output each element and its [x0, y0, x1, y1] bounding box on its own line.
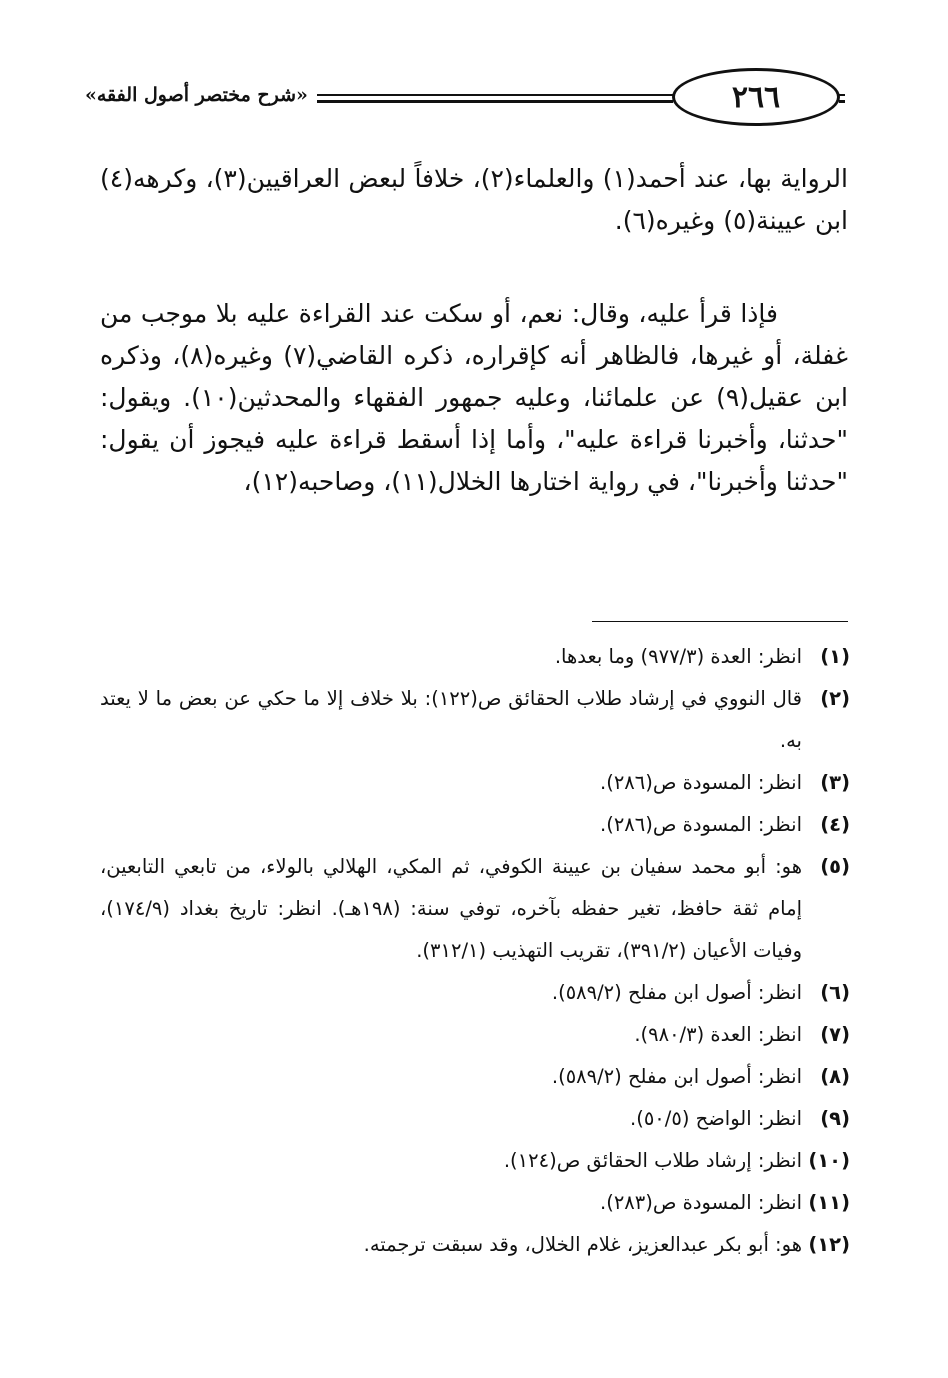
footnote-number: (١١) [808, 1191, 850, 1214]
paragraph-1: الرواية بها، عند أحمد(١) والعلماء(٢)، خلافاً لبعض العراقيين(٣)، وكرهه(٤) ابن عيينة(٥) وغيره(٦). [100, 164, 848, 235]
footnote-text: انظر: المسودة ص(٢٨٣). [600, 1191, 802, 1214]
footnote-item [100, 972, 850, 1014]
footnote-text: انظر: المسودة ص(٢٨٦). [600, 813, 802, 836]
footnote-number: (٥) [820, 855, 850, 878]
footnote-item [100, 1056, 850, 1098]
footnote-number: (١٠) [808, 1149, 850, 1172]
page-number: ٢٦٦ [672, 68, 840, 126]
footnote-item [100, 1182, 850, 1224]
page-header [85, 64, 845, 136]
footnote-separator [592, 621, 848, 622]
footnotes [100, 636, 850, 1266]
footnote-number: (٤) [820, 813, 850, 836]
footnote-item [100, 1098, 850, 1140]
footnote-text: قال النووي في إرشاد طلاب الحقائق ص(١٢٢): بلا خلاف إلا ما حكي عن بعض ما لا يعتد به. [100, 687, 802, 752]
footnote-item [100, 636, 850, 678]
footnote-number: (١٢) [808, 1233, 850, 1256]
book-title: «شرح مختصر أصول الفقه» [85, 84, 308, 106]
footnote-number: (٦) [820, 981, 850, 1004]
footnote-item [100, 846, 850, 972]
footnote-item [100, 1140, 850, 1182]
footnote-number: (٣) [820, 771, 850, 794]
footnote-text: انظر: إرشاد طلاب الحقائق ص(١٢٤). [503, 1149, 802, 1172]
header-rule-right-2 [839, 100, 845, 103]
footnote-text: انظر: المسودة ص(٢٨٦). [600, 771, 802, 794]
footnote-text: انظر: العدة (٩٧٧/٣) وما بعدها. [554, 645, 802, 668]
footnote-number: (٧) [820, 1023, 850, 1046]
footnote-text: هو: أبو محمد سفيان بن عيينة الكوفي، ثم المكي، الهلالي بالولاء، من تابعي التابعين، إمام ثقة حافظ، تغير حفظه بآخره، توفي سنة: (١٩٨هـ). انظر: تاريخ بغداد (١٧٤/٩)، وفيات الأعيان (٣٩١/٢)، تقريب التهذيب (٣١٢/١). [100, 855, 802, 962]
footnote-text: انظر: الواضح (٥٠/٥). [630, 1107, 802, 1130]
footnote-text: انظر: العدة (٩٨٠/٣). [634, 1023, 802, 1046]
footnote-number: (٢) [820, 687, 850, 710]
footnote-item [100, 1014, 850, 1056]
footnote-item [100, 1224, 850, 1266]
footnote-number: (٩) [820, 1107, 850, 1130]
footnote-text: انظر: أصول ابن مفلح (٥٨٩/٢). [551, 981, 802, 1004]
footnote-text: هو: أبو بكر عبدالعزيز، غلام الخلال، وقد سبقت ترجمته. [363, 1233, 802, 1256]
header-rule-left [317, 94, 673, 96]
footnote-item [100, 678, 850, 762]
footnote-number: (١) [820, 645, 850, 668]
footnote-number: (٨) [820, 1065, 850, 1088]
footnote-item [100, 804, 850, 846]
footnote-item [100, 762, 850, 804]
header-rule-left-2 [317, 100, 673, 103]
paragraph-2: فإذا قرأ عليه، وقال: نعم، أو سكت عند القراءة عليه بلا موجب من غفلة، أو غيرها، فالظاهر أنه كإقراره، ذكره القاضي(٧) وغيره(٨)، وذكره ابن عقيل(٩) عن علمائنا، وعليه جمهور الفقهاء والمحدثين(١٠). ويقول: "حدثنا، وأخبرنا قراءة عليه"، وأما إذا أسقط قراءة عليه فيجوز أن يقول: "حدثنا وأخبرنا"، في رواية اختارها الخلال(١١)، وصاحبه(١٢)، [100, 299, 848, 496]
footnote-text: انظر: أصول ابن مفلح (٥٨٩/٢). [551, 1065, 802, 1088]
